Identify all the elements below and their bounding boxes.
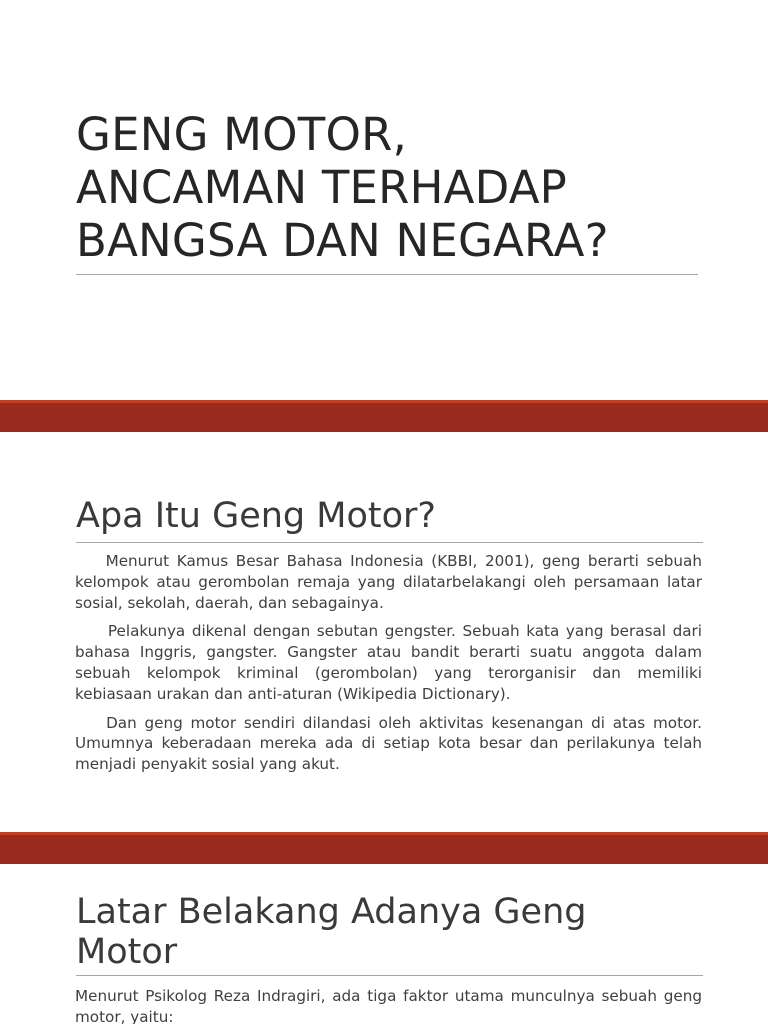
slide-separator	[0, 832, 768, 864]
presentation-title	[76, 108, 609, 267]
heading-line: Latar Belakang Adanya Geng	[76, 892, 587, 932]
slide-heading	[76, 892, 587, 972]
body-paragraph: Menurut Psikolog Reza Indragiri, ada tiga faktor utama munculnya sebuah geng motor, yaitu:	[75, 987, 702, 1024]
slide-body	[75, 551, 702, 783]
slide-body	[75, 986, 702, 1024]
content-slide	[0, 432, 768, 832]
body-paragraph: Pelakunya dikenal dengan sebutan gengster. Sebuah kata yang berasal dari bahasa Inggris, gangster. Gangster atau bandit berarti suatu anggota dalam sebuah kelompok kriminal (gerombolan) yang terorganisir dan memiliki kebiasaan urakan dan anti-aturan (Wikipedia Dictionary).	[75, 622, 702, 703]
heading-line: Motor	[76, 932, 178, 972]
slide-heading: Apa Itu Geng Motor?	[76, 496, 436, 536]
title-slide	[0, 0, 768, 400]
title-line: BANGSA DAN NEGARA?	[76, 214, 609, 267]
body-paragraph: Dan geng motor sendiri dilandasi oleh aktivitas kesenangan di atas motor. Umumnya keberadaan mereka ada di setiap kota besar dan perilakunya telah menjadi penyakit sosial yang akut.	[75, 713, 702, 774]
title-line: ANCAMAN TERHADAP	[76, 161, 568, 214]
title-line: GENG MOTOR,	[76, 108, 408, 161]
heading-underline	[76, 975, 703, 976]
slide-separator	[0, 400, 768, 432]
body-paragraph: Menurut Kamus Besar Bahasa Indonesia (KBBI, 2001), geng berarti sebuah kelompok atau gerombolan remaja yang dilatarbelakangi oleh persamaan latar sosial, sekolah, daerah, dan sebagainya.	[75, 552, 702, 612]
content-slide	[0, 864, 768, 1024]
title-underline	[76, 274, 698, 275]
heading-underline	[76, 542, 703, 543]
